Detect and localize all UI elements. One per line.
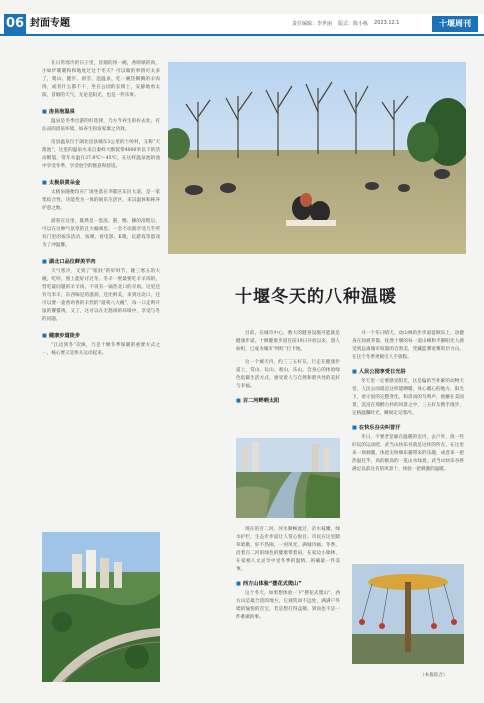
header-rule bbox=[0, 34, 484, 36]
section-heading: ■ 健康步道徒步 bbox=[42, 332, 160, 339]
paragraph: 现在的百二河，河水顺畅流过，杂水枝嫩，绿水护栏，生态步步道让人赏心悦目。市民在这里踏草暗歌，好不热闹，一河风光，满城诗画。冬季，沿着百二河的绿色的健康带着肩，在家边小歇林，在家相人文灵享中受冬季的温情。的确最一件美事。 bbox=[236, 527, 340, 572]
section-heading: ■ 百二河畔晒太阳 bbox=[236, 397, 340, 404]
section-heading: ■ 湖北口品位鲜美羊肉 bbox=[42, 258, 160, 265]
page-header bbox=[0, 14, 484, 36]
header-meta bbox=[292, 20, 428, 27]
issue-date: 2023.12.1 bbox=[374, 20, 400, 26]
walkway-photo bbox=[42, 532, 160, 682]
section-heading: ■ 在快乐谷尖叫冒汗 bbox=[352, 424, 464, 431]
page-number: 06 bbox=[4, 14, 26, 34]
paragraph: 这一个城天内，约三三五好友，行走在健康步道上，赏山、玩山、观山，乐山，会身心的体验绿色低碳生活方式，感受着人与自然和谐共处的美好与幸福。 bbox=[236, 360, 340, 389]
intro-paragraph: 在日常寒冷的日子里，冒烟的汤一碗，香喷喷的肉，小如炉暖暖和和地度过这个冬天？可以做的事情可太多了，爬山、健步、滑雪、泡温泉、吃一碗热腾腾的羊肉汤，或者什么都不干，坐在公园的长椅上，安静地看太阳，冒烟的天气，无论是阳光，也是一件乐事。 bbox=[42, 61, 160, 98]
paragraph: 天气寒冷，又到了“肌肤”的好时节，隆三寒五的大碗，吃咩，图上能好讨过冬。冬羊一壁最要吃羊羊肉的，营吃最问题的羊羊肉。不说有一锅热北口的羊肉。这里还有乌米羊，东西味足的滋润，还比鲜美，来到这北口，还可以要一壶香鸡香的羊烈的“道爽八大碗”，每一口走鸣开鼠的饕餮诱，又了，这可以在无悠闲的环境中，享受与冬的问题。 bbox=[42, 269, 160, 322]
park-lawn-photo bbox=[168, 62, 466, 254]
section-heading: ■ 人民公园享受日光浴 bbox=[352, 368, 464, 375]
section-heading: ■ 太极泉赏朵金 bbox=[42, 179, 160, 186]
section-heading: ■ 西方山体验“摆花式爬山” bbox=[236, 580, 340, 587]
paragraph: 太极泉随便均应广场坐落在李都区东民大道，是一家集综合性、功能性为一体的娱乐生活区，来汉温休和秘养护意之地。 bbox=[42, 190, 160, 211]
paragraph: 这个冬天，如果想体验一下“摆花式爬山”，西方山是最合适的地方，它观赏而不远处，满满户外爬的愉悦的首宝，若是想打得盒敬、到顶也不是一件难做的事。 bbox=[236, 591, 340, 620]
paragraph: 温泉是冬季出游的好选择，乃方今养生的好去处，有沁凉的清泉环境，如养生和发家康之功效。 bbox=[42, 119, 160, 132]
headline: 十堰冬天的八种温暖 bbox=[235, 287, 397, 307]
paragraph: “江边到冬”次纵，乃是十堰冬季保暖的重要方式之一，核心要义是体关运动起来。 bbox=[42, 343, 160, 356]
section-heading: ■ 房县泡温泉 bbox=[42, 108, 160, 115]
middle-column-top bbox=[236, 330, 340, 408]
paragraph: 寻一个冬日晴天，动山林的步步道徒顾乐上，动健身在间被茅都，抚然十堰的每一道山峰和平静阳光人感受到远离城市喧嚣的自然美，凭藏蓝雾宽雾的层力山，在这个冬季更极引人手旅程。 bbox=[352, 331, 464, 360]
brand-badge: 十堰周刊 bbox=[432, 16, 478, 32]
editor-credit: 责任编辑：李世丽 bbox=[292, 21, 333, 27]
paragraph: 冬天里一定要感受阳光，这是偏的当补累的动物天堂，人民公园就是这样能晒暖，身心暖心的地方，阳光下，看守星的完整变化，和清雨的鸟鸣声，抱触在美国景，沉浸在那醉古朴的风景之中，三五好友携手漫步，定格温馨时光，瞬间定记寒冷。 bbox=[352, 379, 464, 416]
swing-ride-photo bbox=[352, 564, 464, 664]
paragraph: 游客在这里，既然是一套洗、港、衡、操的浴程后，可以在这种气氛里的且大桶寓里。一会不动就享受几乎所有门里的按乐活动、按摩，看电影、K歌，玩游戏等愿戏为了冲温馨。 bbox=[42, 219, 160, 248]
section-title: 封面专题 bbox=[30, 18, 70, 29]
right-column bbox=[352, 330, 464, 562]
designer-credit: 版式：陈小栋 bbox=[338, 21, 369, 27]
middle-column-bottom bbox=[236, 526, 340, 686]
paragraph: 冬日，不要老是躲在温暖的室内，去户外，找一些好玩的运动吧，武当山快乐谷就是这样的所在。在这里来一场刺激，体验尖叫爆乐趣带来的乐趣，或者来一把热温狂乎，高的极高的一览山水绿意。武当山快乐谷将满足以前这名的风景十，体验一把刺激的温暖。 bbox=[352, 435, 464, 472]
river-photo bbox=[236, 438, 340, 518]
paragraph: 目前，在城市中心，数大的健身设施可能就是健康步道。十堰健康步道目前19日开放以来，游人如织，已成为城市“网红”打卡地。 bbox=[236, 331, 340, 352]
caption-source: （本报综合） bbox=[420, 673, 448, 678]
paragraph: 房县温泉位于湖北房县城东3公里的士岭村，又称“天派池”，这里的温泉水来自秦岭大断裂带4000米以下的活动断裂，常年水温在37.8℃～45℃，在这样温泉池的池中享受冬季，享受放空的惬意和舒适。 bbox=[42, 140, 160, 169]
